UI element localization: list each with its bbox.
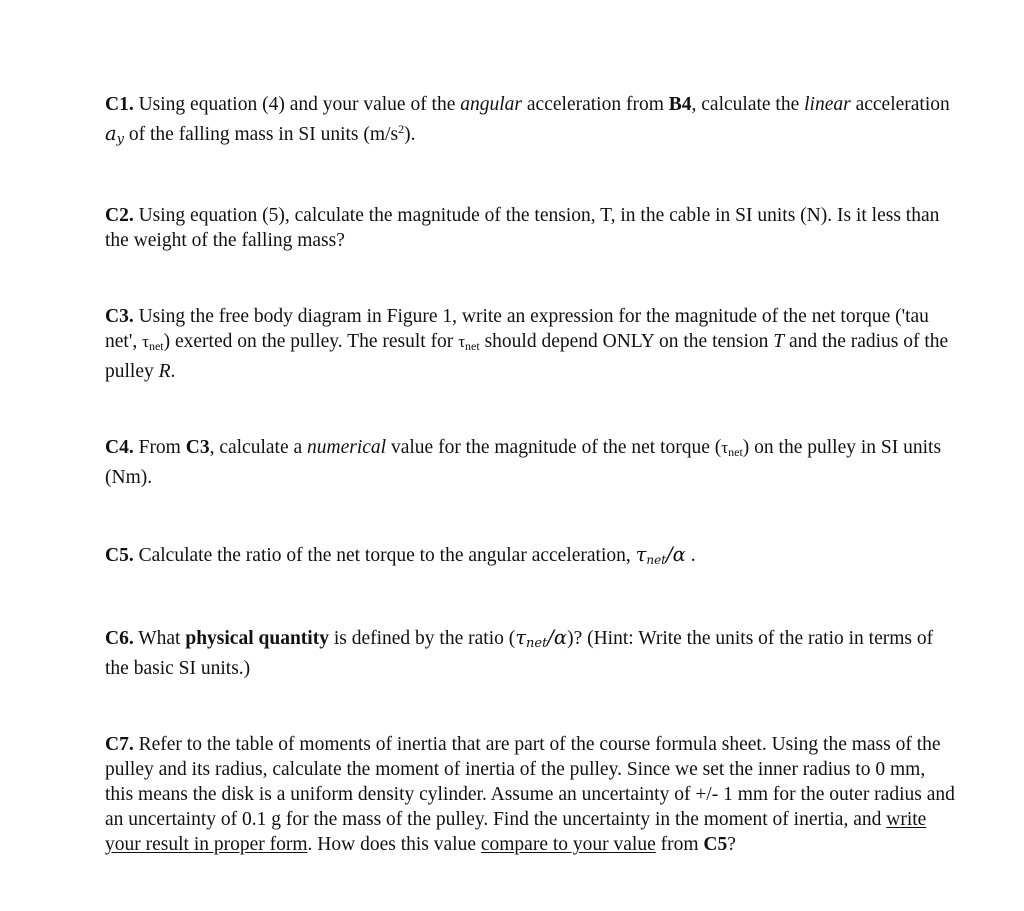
question-id: C4. xyxy=(105,437,134,458)
underlined-phrase: compare to your value xyxy=(480,834,656,855)
tau-symbol: τ xyxy=(515,626,527,649)
question-c1: C1. Using equation (4) and your value of the angular acceleration from B4, calculate the linear acceleration $a_y$ of the falling mass in SI units $(m/s^2)$. xyxy=(105,94,950,147)
alpha-ratio: /α xyxy=(547,626,568,649)
question-id: C6. xyxy=(105,628,134,649)
question-c5: C5. Calculate the ratio of the net torque to the angular acceleration, τnet/α . xyxy=(105,543,696,567)
document-body xyxy=(105,92,955,857)
question-c2: C2. Using equation (5), calculate the magnitude of the tension, T, in the cable in SI units (N). Is it less than the weight of the falling mass? xyxy=(105,205,940,251)
tau-symbol: τ xyxy=(458,332,466,351)
underlined-phrase: write your result in proper form xyxy=(105,809,927,855)
question-c3: C3. Using the free body diagram in Figure 1, write an expression for the magnitude of the net torque ('tau net', τnet) exerted on the pulley. The result for τnet should depend ONLY on the tension T and the radius of the pulley R. xyxy=(105,306,949,382)
reference: C5 xyxy=(703,834,728,855)
reference: B4 xyxy=(668,94,692,115)
question-id: C2. xyxy=(105,205,134,226)
tau-symbol: τ xyxy=(635,543,647,566)
question-id: C1. xyxy=(105,94,134,115)
reference: C3 xyxy=(185,437,210,458)
question-c7: C7. Refer to the table of moments of inertia that are part of the course formula sheet. Using the mass of the pulley and its radius, calculate the moment of inertia of the pulley. Since we set the inner radius to 0 mm, this means the disk is a uniform density cylinder. Assume an uncertainty of +/- 1 mm for the outer radius and an uncertainty of 0.1 g for the mass of the pulley. Find the uncertainty in the moment of inertia, and write your result in proper form. How does this value compare to your value from C5? xyxy=(105,734,955,855)
question-c6: C6. What physical quantity is defined by the ratio $(\tau_{net}/\alpha)$? (Hint: Write the units of the ratio in terms of the basic SI units.) xyxy=(105,626,934,679)
question-c4: C4. From C3, calculate a numerical value for the magnitude of the net torque (τnet) on the pulley in SI units (Nm). xyxy=(105,437,942,488)
superscript: 2 xyxy=(398,122,405,136)
question-id: C7. xyxy=(105,734,134,755)
tau-symbol: τ xyxy=(721,438,729,457)
tau-symbol: τ xyxy=(142,332,149,351)
question-id: C3. xyxy=(105,306,134,327)
variable-a: a xyxy=(105,122,117,145)
variable-subscript: y xyxy=(116,132,124,147)
question-id: C5. xyxy=(105,545,134,566)
alpha-ratio: /α xyxy=(666,543,686,566)
